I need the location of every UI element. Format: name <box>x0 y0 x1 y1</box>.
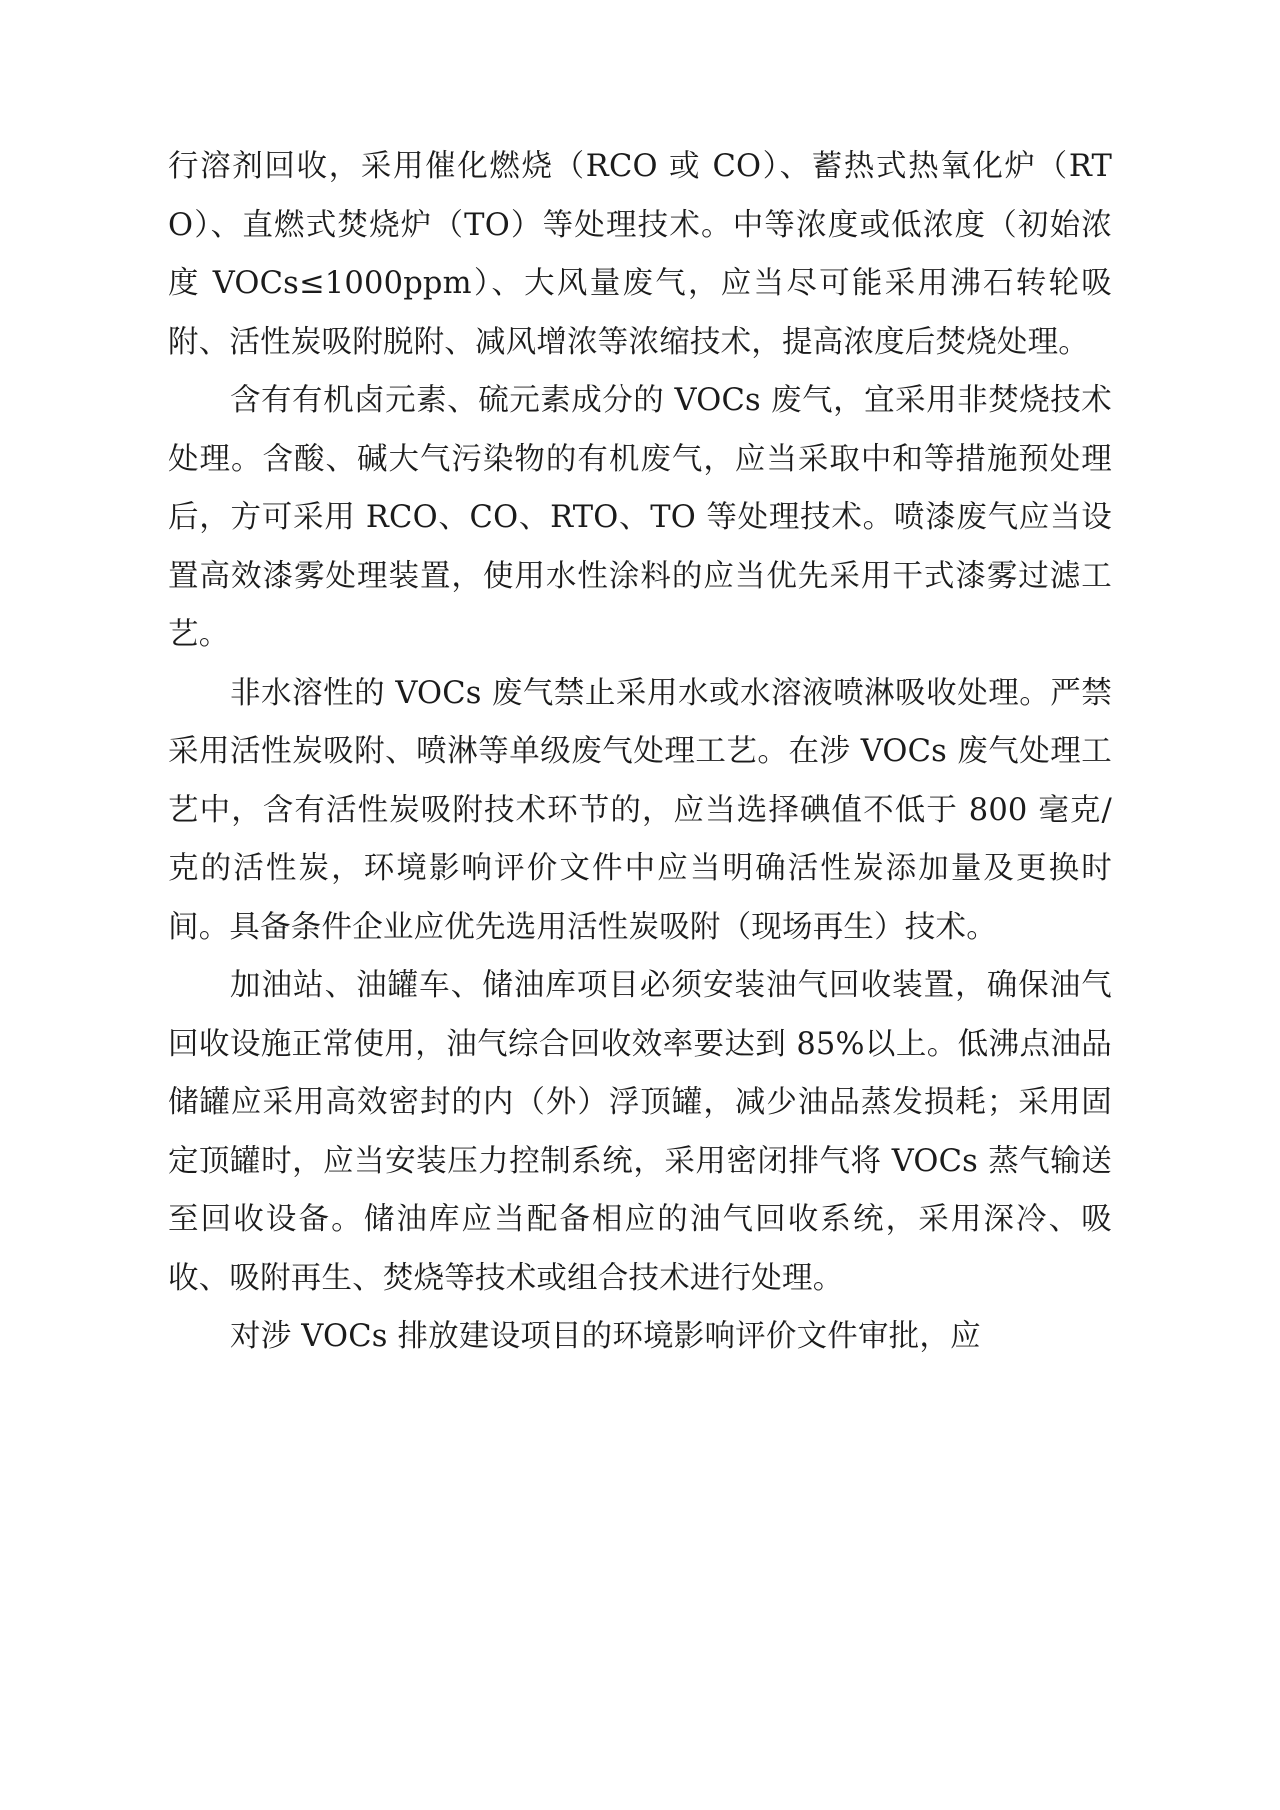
paragraph: 行溶剂回收，采用催化燃烧（RCO 或 CO）、蓄热式热氧化炉（RTO）、直燃式焚烧炉（TO）等处理技术。中等浓度或低浓度（初始浓度 VOCs≤1000ppm）、大风量废气，应当尽可能采用沸石转轮吸附、活性炭吸附脱附、减风增浓等浓缩技术，提高浓度后焚烧处理。 <box>168 149 1112 360</box>
paragraph: 非水溶性的 VOCs 废气禁止采用水或水溶液喷淋吸收处理。严禁采用活性炭吸附、喷淋等单级废气处理工艺。在涉 VOCs 废气处理工艺中，含有活性炭吸附技术环节的，应当选择碘值不低于 800 毫克/克的活性炭，环境影响评价文件中应当明确活性炭添加量及更换时间。具备条件企业应优先选用活性炭吸附（现场再生）技术。 <box>168 675 1112 945</box>
paragraph: 对涉 VOCs 排放建设项目的环境影响评价文件审批，应 <box>230 1319 981 1354</box>
document-body <box>168 138 1112 1367</box>
paragraph: 含有有机卤元素、硫元素成分的 VOCs 废气，宜采用非焚烧技术处理。含酸、碱大气污染物的有机废气，应当采取中和等措施预处理后，方可采用 RCO、CO、RTO、TO 等处理技术。喷漆废气应当设置高效漆雾处理装置，使用水性涂料的应当优先采用干式漆雾过滤工艺。 <box>168 383 1112 652</box>
paragraph: 加油站、油罐车、储油库项目必须安装油气回收装置，确保油气回收设施正常使用，油气综合回收效率要达到 85%以上。低沸点油品储罐应采用高效密封的内（外）浮顶罐，减少油品蒸发损耗；采用固定顶罐时，应当安装压力控制系统，采用密闭排气将 VOCs 蒸气输送至回收设备。储油库应当配备相应的油气回收系统，采用深冷、吸收、吸附再生、焚烧等技术或组合技术进行处理。 <box>168 968 1112 1296</box>
